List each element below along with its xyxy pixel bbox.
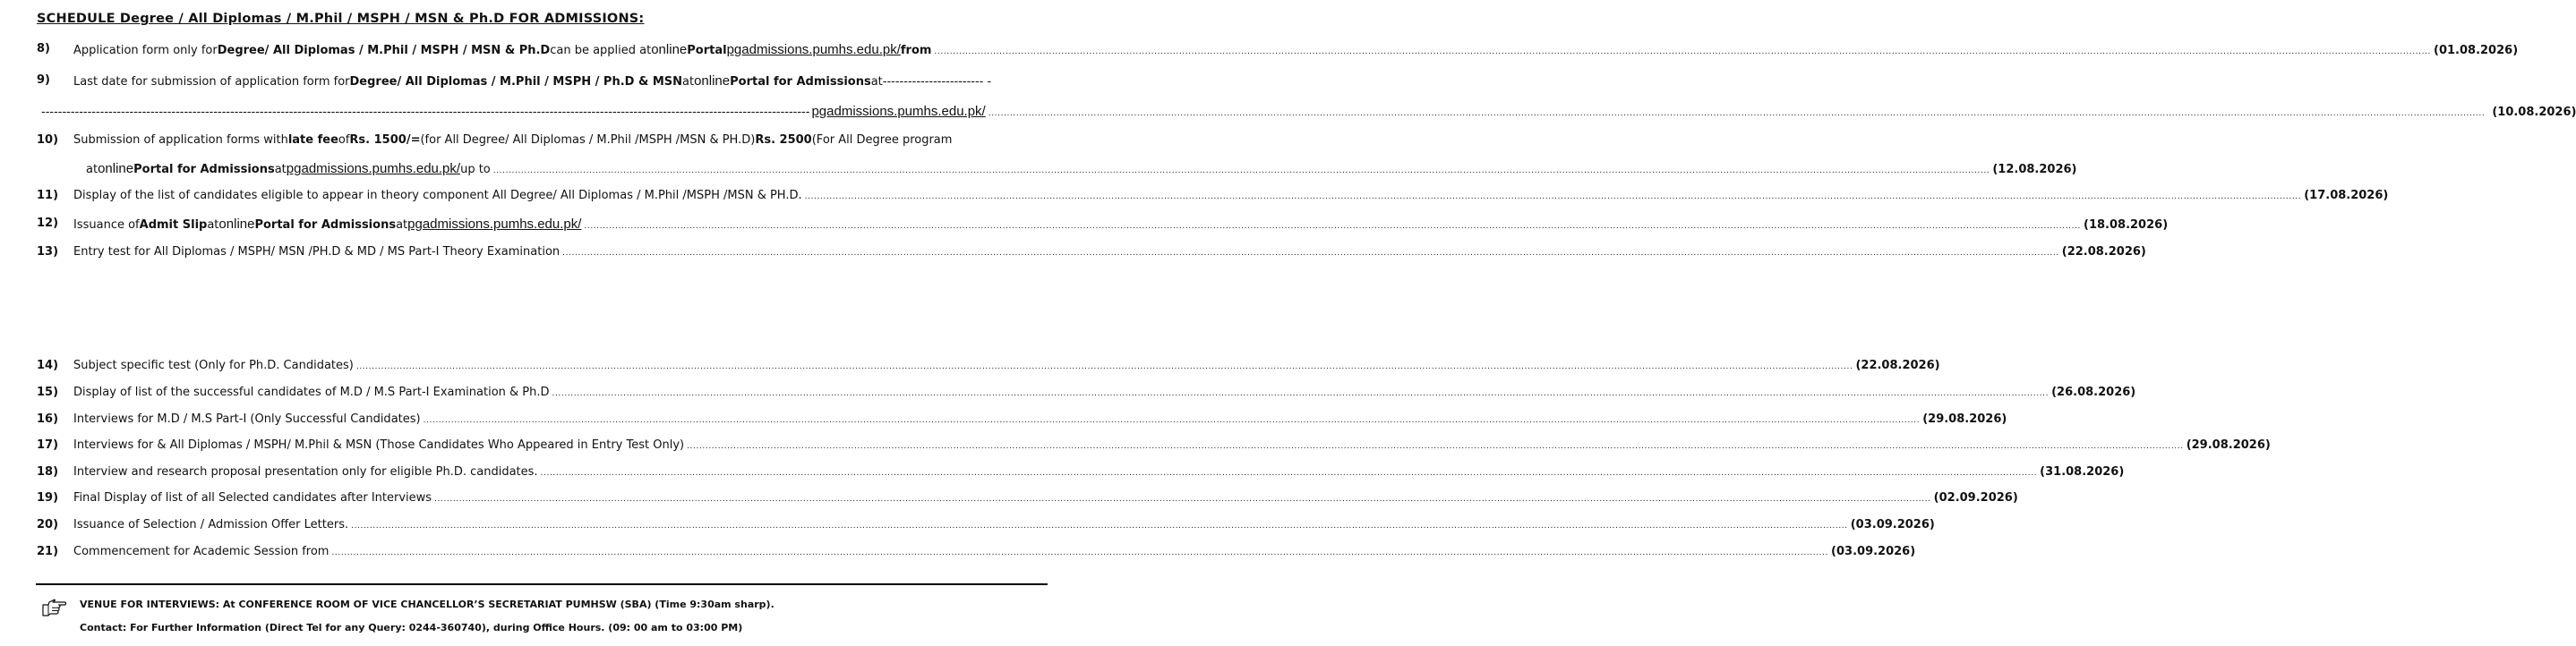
item-text: Application form only for: [73, 44, 218, 57]
item-bold-text: Degree/ All Diplomas / M.Phil / MSPH / Ph.D & MSN: [349, 75, 682, 89]
item-online-text: online: [694, 73, 731, 89]
item-number: 19): [37, 491, 59, 505]
venue-note: VENUE FOR INTERVIEWS: At CONFERENCE ROOM OF VICE CHANCELLOR’S SECRETARIAT PUMHSW (SBA) (Time 9:30am sharp).: [80, 599, 775, 610]
item-text: Issuance of Selection / Admission Offer Letters.: [73, 518, 349, 531]
schedule-row-12: [0, 217, 2169, 236]
item-text: Display of the list of candidates eligible to appear in theory component All Degree/ All Diplomas / M.Phil /MSPH /MSN & PH.D.: [73, 189, 802, 202]
page-title: SCHEDULE Degree / All Diplomas / M.Phil / MSPH / MSN & Ph.D FOR ADMISSIONS:: [37, 12, 645, 26]
item-date: (29.08.2026): [2186, 438, 2271, 452]
dot-leader: ...................................................................................................................................................................................................................................................................................................................................................................................................................................................................................................: [562, 249, 2059, 258]
schedule-row-8: [0, 42, 2519, 62]
item-text: Display of list of the successful candidates of M.D / M.S Part-I Examination & Ph.D: [73, 386, 550, 399]
dot-leader: ...................................................................................................................................................................................................................................................................................................................................................................................................................................................................................................: [988, 109, 2486, 118]
item-text: Issuance of: [73, 218, 140, 232]
item-date: (22.08.2026): [1855, 359, 1940, 372]
item-date: (26.08.2026): [2051, 386, 2136, 399]
item-number: 11): [37, 189, 59, 202]
item-date: (03.09.2026): [1850, 518, 1935, 531]
item-text: Interview and research proposal presentation only for eligible Ph.D. candidates.: [73, 465, 538, 479]
item-bold-text: Rs. 2500: [755, 133, 812, 147]
item-number: 10): [37, 133, 59, 147]
portal-link[interactable]: pgadmissions.pumhs.edu.pk/: [726, 42, 901, 57]
dash-leader: ------------------------ -: [882, 75, 992, 89]
item-online-text: online: [218, 217, 255, 232]
item-bold-text: Portal for Admissions: [133, 163, 275, 176]
schedule-row-13: [0, 245, 2146, 265]
item-number: 8): [37, 42, 50, 55]
item-text: Entry test for All Diplomas / MSPH/ MSN /PH.D & MD / MS Part-I Theory Examination: [73, 245, 561, 259]
schedule-row-19: [0, 491, 2018, 511]
schedule-row-10-continued: [0, 161, 2077, 181]
item-date: (17.08.2026): [2304, 189, 2389, 202]
schedule-row-20: [0, 518, 1935, 538]
item-number: 17): [37, 438, 59, 452]
dot-leader: ...................................................................................................................................................................................................................................................................................................................................................................................................................................................................................................: [331, 548, 1829, 557]
item-number: 13): [37, 245, 59, 259]
portal-link[interactable]: pgadmissions.pumhs.edu.pk/: [407, 217, 582, 232]
item-text: at: [682, 75, 695, 89]
item-number: 18): [37, 465, 59, 479]
item-text: at: [870, 75, 883, 89]
item-text: Last date for submission of application form for: [73, 75, 350, 89]
item-date: (02.09.2026): [1933, 491, 2018, 505]
dot-leader: ...................................................................................................................................................................................................................................................................................................................................................................................................................................................................................................: [934, 47, 2432, 56]
schedule-row-14: [0, 359, 1940, 378]
dot-leader: ...................................................................................................................................................................................................................................................................................................................................................................................................................................................................................................: [584, 222, 2082, 231]
item-online-text: online: [651, 42, 688, 57]
item-text: at: [274, 163, 287, 176]
item-bold-text: Portal for Admissions: [730, 75, 871, 89]
item-number: 12): [37, 217, 59, 230]
portal-link[interactable]: pgadmissions.pumhs.edu.pk/: [286, 161, 461, 176]
item-text: of: [338, 133, 350, 147]
item-text: Submission of application forms with: [73, 133, 288, 147]
dot-leader: ...................................................................................................................................................................................................................................................................................................................................................................................................................................................................................................: [687, 442, 2184, 451]
schedule-row-18: [0, 465, 2125, 485]
item-number: 15): [37, 386, 59, 399]
item-text: (For All Degree program: [811, 133, 953, 147]
dot-leader: ...................................................................................................................................................................................................................................................................................................................................................................................................................................................................................................: [423, 416, 1921, 425]
item-date: (12.08.2026): [1992, 163, 2077, 176]
item-date: (31.08.2026): [2040, 465, 2125, 479]
item-date: (29.08.2026): [1922, 412, 2007, 426]
item-date: (18.08.2026): [2084, 218, 2169, 232]
dot-leader: ...................................................................................................................................................................................................................................................................................................................................................................................................................................................................................................: [804, 192, 2302, 201]
dot-leader: ...................................................................................................................................................................................................................................................................................................................................................................................................................................................................................................: [492, 166, 1990, 175]
item-text: (for All Degree/ All Diplomas / M.Phil /MSPH /MSN & PH.D): [420, 133, 756, 147]
item-date: (01.08.2026): [2434, 44, 2519, 57]
item-bold-text: late fee: [287, 133, 338, 147]
item-text: up to: [460, 163, 491, 176]
dash-leader: ---------------------------------------------------------------------------------------------------------------------------------------------------------------------------------------: [41, 106, 810, 119]
item-date: (03.09.2026): [1831, 545, 1916, 558]
schedule-row-15: [0, 386, 2136, 405]
item-bold-text: Portal: [687, 44, 727, 57]
item-text: Subject specific test (Only for Ph.D. Candidates): [73, 359, 354, 372]
item-text: can be applied at: [550, 44, 652, 57]
item-text: at: [207, 218, 219, 232]
dot-leader: ...................................................................................................................................................................................................................................................................................................................................................................................................................................................................................................: [540, 469, 2038, 478]
schedule-row-11: [0, 189, 2389, 208]
portal-link[interactable]: pgadmissions.pumhs.edu.pk/: [811, 104, 986, 119]
schedule-row-16: [0, 412, 2007, 432]
item-date: (10.08.2026): [2492, 106, 2576, 119]
schedule-row-21: [0, 545, 1916, 565]
dot-leader: ...................................................................................................................................................................................................................................................................................................................................................................................................................................................................................................: [355, 362, 1853, 371]
schedule-row-9: [0, 73, 1123, 93]
item-text: Interviews for & All Diplomas / MSPH/ M.Phil & MSN (Those Candidates Who Appeared in Entry Test Only): [73, 438, 685, 452]
dot-leader: ...................................................................................................................................................................................................................................................................................................................................................................................................................................................................................................: [434, 495, 1931, 504]
item-date: (22.08.2026): [2061, 245, 2146, 259]
section-divider: [36, 583, 1048, 585]
item-number: 21): [37, 545, 59, 558]
item-online-text: online: [98, 161, 134, 176]
contact-note: Contact: For Further Information (Direct Tel for any Query: 0244-360740), during Office Hours. (09: 00 am to 03:00 PM): [80, 622, 743, 633]
item-bold-text: from: [900, 44, 932, 57]
schedule-row-10: [0, 133, 1123, 153]
item-number: 14): [37, 359, 59, 372]
item-text: Final Display of list of all Selected candidates after Interviews: [73, 491, 432, 505]
item-bold-text: Admit Slip: [139, 218, 208, 232]
item-text: at: [86, 163, 98, 176]
dot-leader: ...................................................................................................................................................................................................................................................................................................................................................................................................................................................................................................: [351, 522, 1848, 531]
item-bold-text: Rs. 1500/=: [349, 133, 421, 147]
item-bold-text: Degree/ All Diplomas / M.Phil / MSPH / MSN & Ph.D: [217, 44, 551, 57]
schedule-row-9-continued: [0, 104, 2576, 123]
pointing-hand-icon: [41, 599, 66, 617]
dot-leader: ...................................................................................................................................................................................................................................................................................................................................................................................................................................................................................................: [552, 389, 2050, 398]
item-number: 16): [37, 412, 59, 426]
item-text: at: [396, 218, 408, 232]
item-number: 9): [37, 73, 50, 87]
item-text: Interviews for M.D / M.S Part-I (Only Successful Candidates): [73, 412, 421, 426]
item-bold-text: Portal for Admissions: [254, 218, 397, 232]
item-number: 20): [37, 518, 59, 531]
item-text: Commencement for Academic Session from: [73, 545, 329, 558]
schedule-row-17: [0, 438, 2271, 458]
